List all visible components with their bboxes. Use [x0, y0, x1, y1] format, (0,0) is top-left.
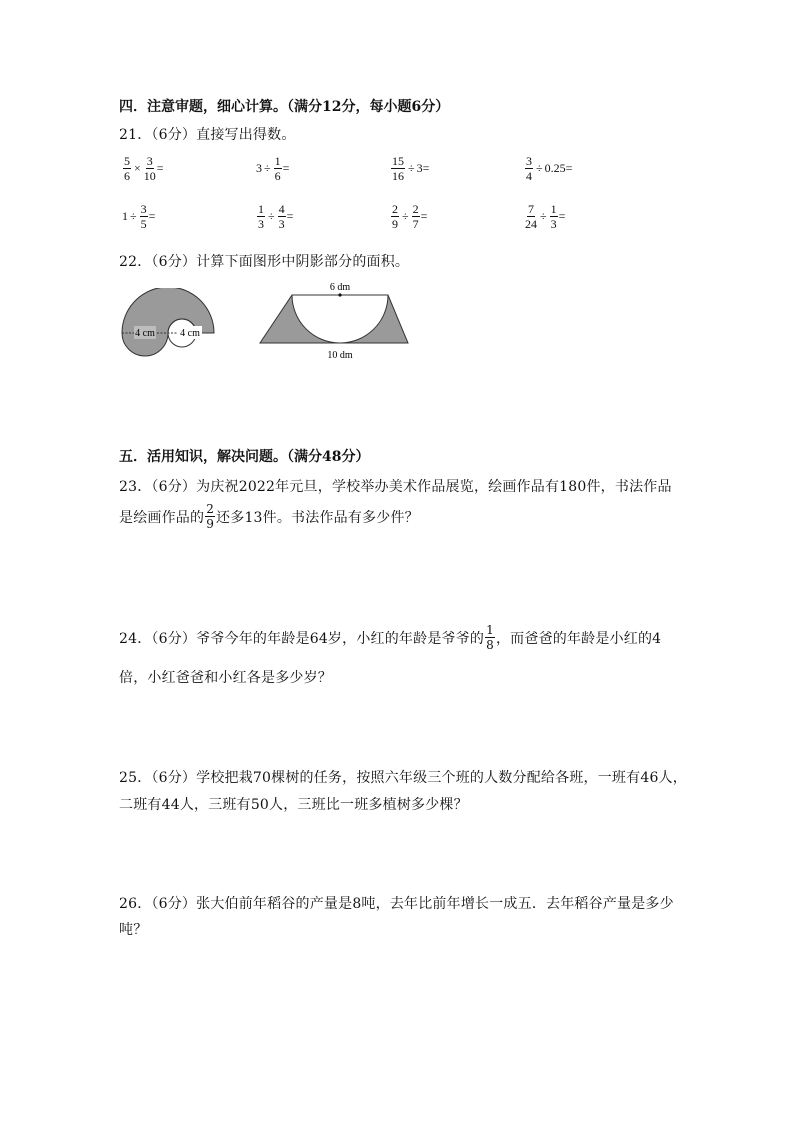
calc-3: $\frac{15}{16}$ ÷ 3 =	[392, 154, 430, 183]
fraction: $\frac{1}{8}$	[486, 623, 494, 652]
fraction: $\frac{3}{5}$	[140, 202, 147, 231]
q23-line1: 23．（6分）为庆祝2022年元旦，学校举办美术作品展览，绘画作品有180件，书法作品	[119, 479, 672, 495]
calc-2: 3 ÷ $\frac{1}{6}$ =	[256, 154, 290, 183]
q24-line1: 24．（6分）爷爷今年的年龄是64岁，小红的年龄是爷爷的 $\frac{1}{8}$ ，而爸爸的年龄是小红的4	[119, 623, 662, 652]
q25-line2: 二班有44人，三班有50人，三班比一班多植树多少棵？	[119, 797, 468, 813]
section4-title: 四．注意审题，细心计算。（满分12分，每小题6分）	[119, 99, 450, 115]
calc-7: $\frac{2}{9}$ ÷ $\frac{2}{7}$ =	[392, 202, 428, 231]
q24-line2: 倍，小红爸爸和小红各是多少岁？	[119, 670, 332, 686]
fig1-label-right: 4 cm	[180, 328, 200, 339]
calc-6: $\frac{1}{3}$ ÷ $\frac{4}{3}$ =	[258, 202, 294, 231]
q22-label: 22．（6分）计算下面图形中阴影部分的面积。	[119, 254, 410, 270]
figure-trapezoid	[256, 280, 416, 368]
fraction: $\frac{3}{4}$	[526, 154, 532, 183]
calc-4: $\frac{3}{4}$ ÷ 0.25 =	[526, 154, 573, 183]
fig2-bottom-label: 10 dm	[327, 350, 353, 361]
fraction: $\frac{7}{24}$	[525, 202, 537, 231]
figure-shaded-arc	[118, 288, 222, 372]
fraction: $\frac{1}{6}$	[274, 154, 281, 183]
calc-8: $\frac{7}{24}$ ÷ $\frac{1}{3}$ =	[525, 202, 566, 231]
fraction: $\frac{5}{6}$	[124, 154, 130, 183]
section5-title: 五．活用知识，解决问题。（满分48分）	[119, 449, 370, 465]
calc-5: 1 ÷ $\frac{3}{5}$ =	[122, 202, 156, 231]
fraction: $\frac{2}{9}$	[206, 502, 215, 531]
fig2-top-label: 6 dm	[329, 282, 351, 293]
fraction: $\frac{4}{3}$	[278, 202, 285, 231]
q26-line1: 26．（6分）张大伯前年稻谷的产量是8吨，去年比前年增长一成五．去年稻谷产量是多少	[119, 896, 674, 912]
fraction: $\frac{3}{10}$	[143, 154, 156, 183]
fraction: $\frac{15}{16}$	[392, 154, 404, 183]
q23-line2: 是绘画作品的 $\frac{2}{9}$ 还多13件。书法作品有多少件？	[119, 502, 419, 531]
calc-1: $\frac{5}{6}$ × $\frac{3}{10}$ =	[124, 154, 164, 183]
fraction: $\frac{2}{9}$	[392, 202, 398, 231]
fraction: $\frac{2}{7}$	[412, 202, 419, 231]
fig1-label-left: 4 cm	[135, 328, 155, 339]
fraction: $\frac{1}{3}$	[550, 202, 557, 231]
fraction: $\frac{1}{3}$	[258, 202, 264, 231]
q26-line2: 吨？	[119, 922, 148, 938]
q25-line1: 25．（6分）学校把栽70棵树的任务，按照六年级三个班的人数分配给各班，一班有46人，	[119, 770, 687, 786]
q21-label: 21．（6分）直接写出得数。	[119, 127, 296, 143]
